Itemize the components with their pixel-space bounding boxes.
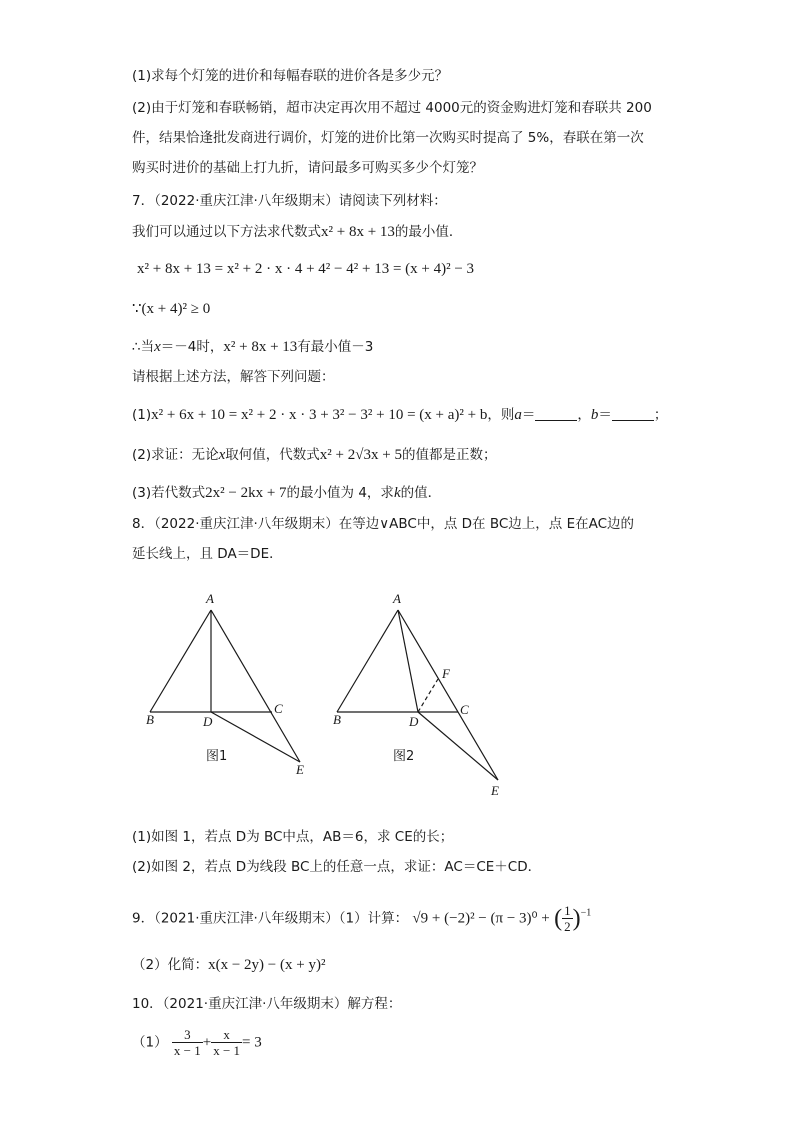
fig1-caption: 图1 <box>206 749 228 764</box>
p7-sub-1: (1)x² + 6x + 10 = x² + 2 · x · 3 + 3² − 3² + 10 = (x + a)² + b，则a＝ ，b＝ ； <box>132 407 668 423</box>
fig2-segment-AD <box>398 610 418 712</box>
p7-intro-expr: x² + 8x + 13 <box>321 224 395 240</box>
p10-fraction-1: $\frac{3}{x - 1}$ <box>173 1027 201 1058</box>
p7-derivation: x² + 8x + 13 = x² + 2 · x · 4 + 4² − 4² + 13 = (x + 4)² − 3 <box>137 261 475 277</box>
p8-question-2: (2)如图 2，若点 D为线段 BC上的任意一点，求证：AC＝CE＋CD． <box>132 859 542 875</box>
fig2-label-A: A <box>393 591 401 606</box>
p7-sub-3: (3)若代数式2x² − 2kx + 7的最小值为 4，求k的值． <box>132 485 442 501</box>
p9-line-2: （2）化简：x(x − 2y) − (x + y)² <box>132 957 326 973</box>
fig2-label-E: E <box>491 783 499 798</box>
p9-exponent: −1 <box>580 907 592 919</box>
fig2-segment-DE <box>418 712 498 780</box>
p7-sub-2: (2)求证：无论x取何值，代数式x² + 2√3x + 5的值都是正数； <box>132 447 497 463</box>
fig2-segment-AB <box>337 610 398 712</box>
fig2-label-F: F <box>442 666 450 681</box>
p7-header: 7．（2022·重庆江津·八年级期末）请阅读下列材料： <box>132 193 447 209</box>
p6-question-1: (1)求每个灯笼的进价和每幅春联的进价各是多少元？ <box>132 68 449 84</box>
p10-fraction-2: $\frac{x}{x - 1}$ <box>213 1027 241 1058</box>
fig1-label-D: D <box>203 714 213 729</box>
fig2-label-D: D <box>409 714 419 729</box>
p8-question-1: (1)如图 1，若点 D为 BC中点，AB＝6，求 CE的长； <box>132 829 454 845</box>
p7-since: ∵(x + 4)² ≥ 0 <box>132 301 211 317</box>
p8-header-line-2: 延长线上，且 DA＝DE． <box>132 546 283 562</box>
p7-intro: 我们可以通过以下方法求代数式x² + 8x + 13的最小值． <box>132 224 463 240</box>
fig1-segment-AE <box>211 610 300 762</box>
fig2-label-C: C <box>460 702 469 717</box>
p8-header-line-1: 8．（2022·重庆江津·八年级期末）在等边∨ABC中，点 D在 BC边上，点 E在AC边的 <box>132 516 635 532</box>
p6-question-2-line-1: (2)由于灯笼和春联畅销，超市决定再次用不超过 4000元的资金购进灯笼和春联共 200 <box>132 100 652 116</box>
p9-simplify-expr: x(x − 2y) − (x + y)² <box>208 957 326 973</box>
p7-sub-2-expr: x² + 2√3x + 5 <box>319 447 402 463</box>
p10-header: 10．（2021·重庆江津·八年级期末）解方程： <box>132 996 402 1012</box>
p10-equation-1: （1） $\frac{3}{x - 1}$ + $\frac{x}{x - 1}$ = 3 <box>132 1027 262 1058</box>
fig1-segment-AB <box>150 610 211 712</box>
p6-question-2-line-3: 购买时进价的基础上打九折，请问最多可购买多少个灯笼？ <box>132 160 483 176</box>
p7-instruction: 请根据上述方法，解答下列问题： <box>132 369 335 385</box>
figure-1 <box>150 610 300 762</box>
p7-sub-3-expr: 2x² − 2kx + 7 <box>205 485 287 501</box>
p9-line-1: 9．（2021·重庆江津·八年级期末）（1）计算： √9 + (−2)² − (π − 3)⁰ + ( $\frac{1}{2}$ )$^{-1}$ <box>132 903 592 934</box>
fig2-label-B: B <box>333 712 341 727</box>
fig1-label-B: B <box>146 712 154 727</box>
figure-2 <box>337 610 498 780</box>
fig1-label-A: A <box>206 591 214 606</box>
p6-question-2-line-2: 件，结果恰逢批发商进行调价，灯笼的进价比第一次购买时提高了 5%，春联在第一次 <box>132 130 644 146</box>
p7-sub-1-expr: x² + 6x + 10 = x² + 2 · x · 3 + 3² − 3² + 10 = (x + a)² + b <box>151 407 488 423</box>
fig2-segment-DF-dashed <box>418 679 438 712</box>
fig1-label-C: C <box>274 701 283 716</box>
fig2-caption: 图2 <box>393 749 415 764</box>
fig1-label-E: E <box>296 762 304 777</box>
p7-conclusion: ∴当x＝－4时，x² + 8x + 13有最小值－3 <box>132 339 374 355</box>
p9-expression: √9 + (−2)² − (π − 3)⁰ + <box>412 910 550 927</box>
p9-fraction: $\frac{1}{2}$ <box>564 903 571 934</box>
